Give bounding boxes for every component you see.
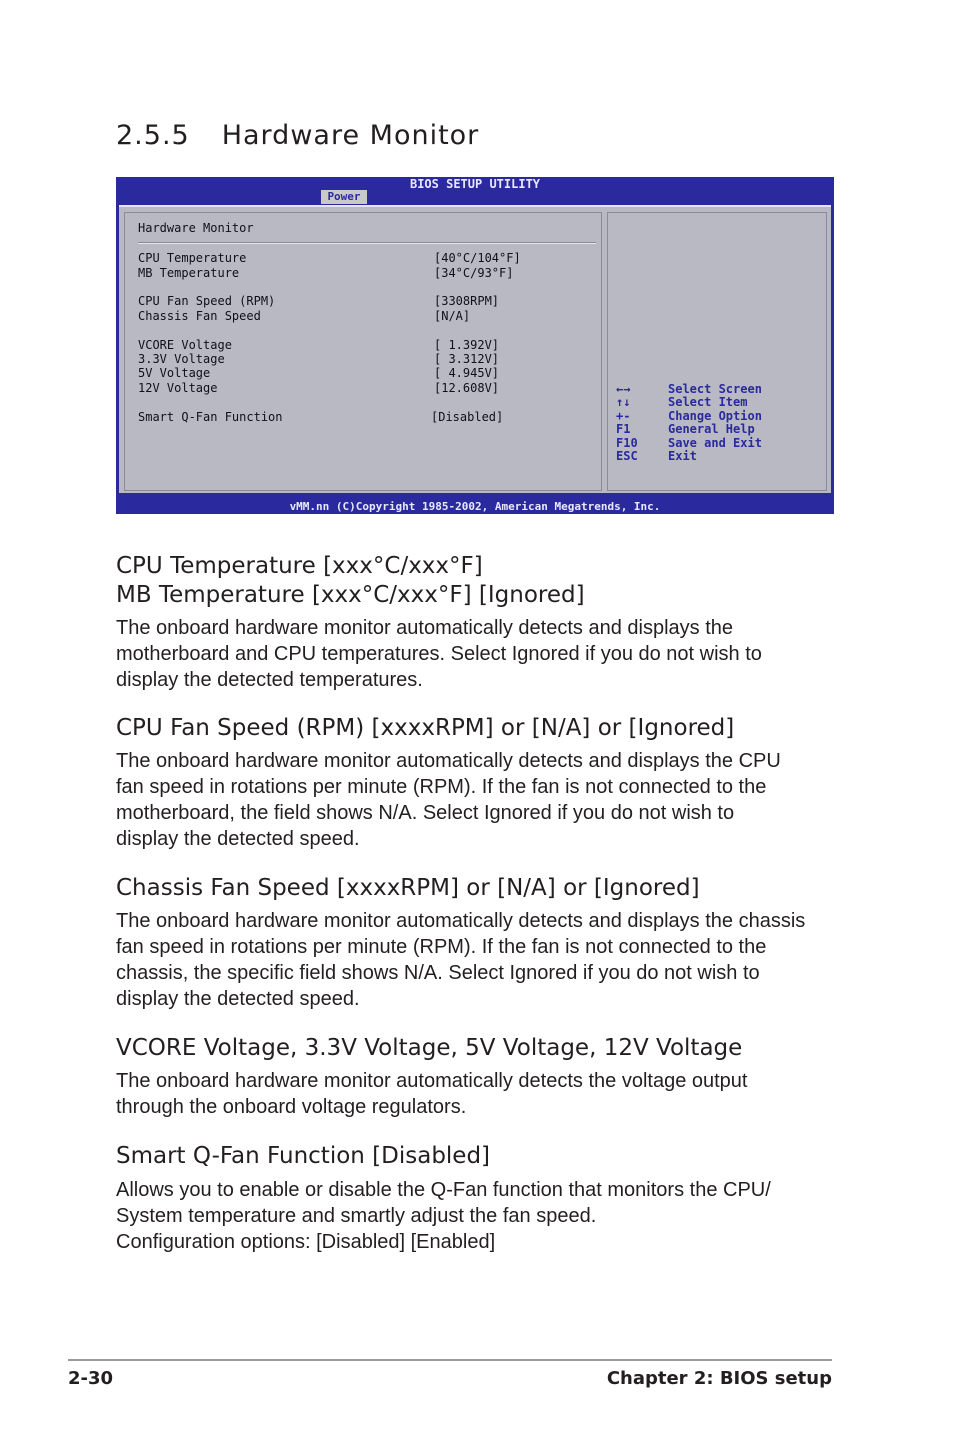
bios-row-label: MB Temperature xyxy=(138,266,240,280)
text-line: chassis, the specific field shows N/A. Select Ignored if you do not wish to xyxy=(116,962,760,984)
bios-row-mb-temp[interactable] xyxy=(138,266,514,280)
key-action: Select Screen xyxy=(668,382,762,396)
key-label: ↑↓ xyxy=(616,395,631,409)
heading-cpu-mb-temperature xyxy=(116,552,585,610)
text-line: fan speed in rotations per minute (RPM). If the fan is not connected to the xyxy=(116,936,767,958)
footer-rule xyxy=(68,1359,832,1361)
text-line: System temperature and smartly adjust the fan speed. xyxy=(116,1205,597,1227)
bios-row-5v[interactable] xyxy=(138,366,500,380)
key-label: ESC xyxy=(616,449,638,463)
section-title xyxy=(116,120,479,151)
heading-voltages: VCORE Voltage, 3.3V Voltage, 5V Voltage, 12V Voltage xyxy=(116,1035,743,1061)
bios-row-cpu-temp[interactable] xyxy=(138,251,521,265)
bios-row-vcore[interactable] xyxy=(138,338,500,352)
text-line: The onboard hardware monitor automatically detects and displays the xyxy=(116,617,734,639)
text-line: fan speed in rotations per minute (RPM). If the fan is not connected to the xyxy=(116,776,767,798)
bios-screenshot xyxy=(116,177,834,514)
bios-row-label: CPU Temperature xyxy=(138,251,247,265)
bios-row-label: 5V Voltage xyxy=(138,366,211,380)
bios-row-value: [ 3.312V] xyxy=(434,352,500,366)
key-action: Change Option xyxy=(668,409,762,423)
heading-cpu-fan-speed: CPU Fan Speed (RPM) [xxxxRPM] or [N/A] or [Ignored] xyxy=(116,715,735,741)
bios-row-label: 3.3V Voltage xyxy=(138,352,225,366)
key-label: ←→ xyxy=(616,382,631,396)
bios-title: BIOS SETUP UTILITY xyxy=(409,177,541,191)
bios-panel-title: Hardware Monitor xyxy=(138,221,254,235)
text-line: display the detected speed. xyxy=(116,828,360,850)
text-line: The onboard hardware monitor automatically detects the voltage output xyxy=(116,1070,748,1092)
chapter-label: Chapter 2: BIOS setup xyxy=(606,1368,832,1389)
paragraph-chassis-fan xyxy=(116,908,836,1012)
heading-smart-qfan: Smart Q-Fan Function [Disabled] xyxy=(116,1143,491,1169)
section-number: 2.5.5 xyxy=(116,120,190,151)
key-legend-row xyxy=(616,423,755,436)
heading-line: MB Temperature [xxx°C/xxx°F] [Ignored] xyxy=(116,582,585,608)
paragraph-voltages xyxy=(116,1068,836,1120)
key-legend-row xyxy=(616,396,747,409)
tab-power[interactable]: Power xyxy=(321,190,367,204)
bios-row-value: [ 1.392V] xyxy=(434,338,500,352)
key-label: F10 xyxy=(616,436,638,450)
bios-row-value: [N/A] xyxy=(434,309,471,323)
key-action: General Help xyxy=(668,422,755,436)
paragraph-cpu-fan xyxy=(116,748,836,852)
bios-row-value: [Disabled] xyxy=(431,410,504,424)
key-action: Exit xyxy=(668,449,697,463)
text-line: motherboard and CPU temperatures. Select Ignored if you do not wish to xyxy=(116,643,762,665)
key-action: Select Item xyxy=(668,395,748,409)
text-line: through the onboard voltage regulators. xyxy=(116,1096,467,1118)
key-legend-row xyxy=(616,450,697,463)
bios-row-value: [12.608V] xyxy=(434,381,500,395)
bios-row-3v3[interactable] xyxy=(138,352,500,366)
bios-row-value: [ 4.945V] xyxy=(434,366,500,380)
bios-settings-panel xyxy=(124,212,602,491)
bios-header xyxy=(116,177,834,205)
text-line: Allows you to enable or disable the Q-Fan function that monitors the CPU/ xyxy=(116,1179,771,1201)
bios-row-value: [34°C/93°F] xyxy=(434,266,514,280)
bios-row-smart-qfan[interactable] xyxy=(138,410,504,424)
section-title-text: Hardware Monitor xyxy=(221,120,480,151)
heading-chassis-fan-speed: Chassis Fan Speed [xxxxRPM] or [N/A] or [Ignored] xyxy=(116,875,700,901)
heading-line: CPU Temperature [xxx°C/xxx°F] xyxy=(116,553,483,579)
bios-help-panel xyxy=(607,212,827,491)
text-line: motherboard, the field shows N/A. Select Ignored if you do not wish to xyxy=(116,802,735,824)
text-line: Configuration options: [Disabled] [Enabled] xyxy=(116,1231,496,1253)
paragraph-temperature xyxy=(116,615,836,693)
paragraph-smart-qfan xyxy=(116,1177,836,1255)
bios-row-label: CPU Fan Speed (RPM) xyxy=(138,294,276,308)
key-label: F1 xyxy=(616,422,631,436)
bios-copyright: vMM.nn (C)Copyright 1985-2002, American Megatrends, Inc. xyxy=(116,499,834,514)
text-line: The onboard hardware monitor automatically detects and displays the chassis xyxy=(116,910,806,932)
text-line: display the detected temperatures. xyxy=(116,669,423,691)
bios-row-label: 12V Voltage xyxy=(138,381,218,395)
bios-row-label: VCORE Voltage xyxy=(138,338,232,352)
text-line: The onboard hardware monitor automatically detects and displays the CPU xyxy=(116,750,781,772)
bios-body xyxy=(119,205,831,493)
bios-row-value: [3308RPM] xyxy=(434,294,500,308)
bios-row-label: Smart Q-Fan Function xyxy=(138,410,283,424)
bios-divider xyxy=(138,242,596,244)
key-label: +- xyxy=(616,409,631,423)
bios-row-value: [40°C/104°F] xyxy=(434,251,521,265)
page-number: 2-30 xyxy=(68,1368,114,1389)
bios-row-label: Chassis Fan Speed xyxy=(138,309,261,323)
key-action: Save and Exit xyxy=(668,436,762,450)
bios-row-12v[interactable] xyxy=(138,381,500,395)
bios-row-chassis-fan[interactable] xyxy=(138,309,471,323)
bios-row-cpu-fan[interactable] xyxy=(138,294,500,308)
text-line: display the detected speed. xyxy=(116,988,360,1010)
